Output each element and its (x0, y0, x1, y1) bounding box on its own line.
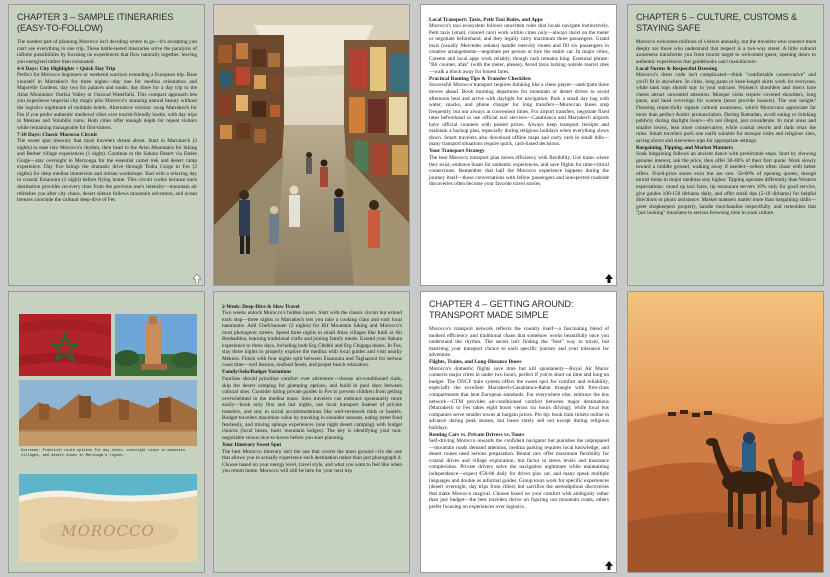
page-two-week (213, 291, 410, 573)
page-collage (8, 291, 205, 573)
section-heading: Renting Cars vs. Private Drivers vs. Tours (429, 431, 525, 438)
page-chapter-5 (627, 4, 824, 286)
up-arrow-icon[interactable] (605, 274, 613, 283)
beach-sand-text: MOROCCO (61, 522, 155, 540)
section-heading: Your Itinerary Sweet Spot (222, 441, 282, 448)
morocco-flag-photo (19, 314, 111, 376)
chapter-title: CHAPTER 4 – GETTING AROUND: TRANSPORT MADE SIMPLE (429, 299, 574, 320)
souk-market-photo (214, 5, 410, 286)
section-body: Morocco's dress code isn't complicated—think "comfortable conservative" and you'll fit in anywhere. In cities, long pants or knee-length skirts work for everyone, while tank tops should stay in your suitcase. Women's shoulders and men's bare chests attract unwanted attention. Mosque visits require covered shoulders, long pants, and head coverings for women (most provide loaners). The real insight? Dressing respectfully signals cultural awareness, which Moroccans appreciate far more than perfect Arabic pronunciation. During Ramadan, avoid eating or drinking publicly during daylight hours—it's not illegal, just considerate. In rural areas and smaller towns, lean more conservative, while coastal resorts and riads relax the rules. Smart travelers pack one outfit suitable for mosque visits and religious sites, saving shorts and sleeveless tops for appropriate settings. (636, 72, 816, 144)
page-chapter-3 (8, 4, 205, 286)
section-body: Self-driving Morocco rewards the confident navigator but punishes the unprepared—mountain roads demand attention, medina parking requires local knowledge, and desert routes need serious preparation. Rental cars offer maximum flexibility for coastal drives and village exploration, but factor in stress levels and insurance complexities. Private drivers solve the navigation nightmare while maintaining independence—expect €50-80 daily for driver plus car, and many speak multiple languages and double as informal guides. Group tours work for specific experiences (desert overnight, day trips from cities) but sacrifice the serendipitous discoveries that make Morocco magical. Choose based on your comfort with ambiguity rather than just budget—the best travelers thrive on figuring out mountain roads, others prefer focusing on experiences over logistics. (429, 438, 609, 510)
section-heading: Bargaining, Tipping, and Market Manners (636, 144, 733, 151)
chapter-title: CHAPTER 5 – CULTURE, CUSTOMS & STAYING SAFE (636, 12, 798, 33)
section-heading: Local Transport: Taxis, Petit Taxi Rules, and Apps (429, 16, 543, 23)
section-body: Perfect for Morocco beginners or weekend warriors extending a European trip. Base yourself in Marrakech for three nights—day one for medina orientation and Majorelle Gardens, day two for palaces and souks, day three for a day trip to the Atlas Mountains' Ourika Valley or Ouzoud Waterfalls. This compact approach lets you experience imperial city magic plus Morocco's stunning natural beauty without the logistics nightmare of multiple hotels. Alternative version: swap Marrakech for Fes if you prefer authentic medieval vibes over tourist-friendly hustle, with day trips to Meknes and Volubilis ruins. Both cities offer enough depth for repeat visitors while remaining manageable for first-timers. (17, 72, 197, 131)
section-heading: 4-6 Days: City Highlights + Quick Day Trip (17, 65, 116, 72)
collage-caption: Overseas: Practical route options for day hikes, overnight stays in mountain villages, and desert dunes in Merzouga's region. (21, 449, 185, 458)
section-heading: Flights, Trains, and Long-Distance Buses (429, 359, 522, 366)
section-body: The best Morocco transport plan mixes efficiency with flexibility. Use trains where they exist, embrace buses for authentic experiences, and save flights for time-critical connections. Remember that half the Morocco experience happens during the journey itself—those conversations with fellow passengers and unexpected roadside discoveries often become your favorite travel stories. (429, 154, 609, 188)
minaret-photo (115, 314, 197, 376)
intro-paragraph: Morocco's transport network reflects the country itself—a fascinating blend of modern efficiency and traditional chaos that somehow works beautifully once you understand the rhythm. The secret isn't finding the "best" way to travel, but matching your transport choice to each specific journey and your tolerance for adventure. (429, 326, 609, 359)
section-heading: Practical Routing Tips & Transfer Checklists (429, 75, 532, 82)
chapter-title: CHAPTER 3 – SAMPLE ITINERARIES (EASY-TO-FOLLOW) (17, 12, 174, 33)
page-chapter-4 (420, 291, 617, 573)
section-heading: Your Transport Strategy (429, 148, 485, 155)
page-souk-photo (213, 4, 410, 286)
section-heading: 7-10 Days: Classic Morocco Circuit (17, 131, 97, 138)
section-body: The best Morocco itinerary isn't the one that covers the most ground—it's the one that allows you to actually experience each destination rather than just photograph it. Choose based on your energy level, travel style, and what you want to feel like when you return home. Morocco will still be here for your next trip (222, 448, 402, 475)
section-body: The sweet spot itinerary that most travelers dream about. Start in Marrakech (2 nights) to ease into Morocco's rhythm, then head to the Atlas Mountains for hiking and Berber village experiences (1 night). Continue to the Sahara Desert via Dades Gorge—stay overnight in Merzouga for the essential camel trek and desert camp experience. Day five brings the dramatic drive through Todra Gorge to Fes (2 nights) for deep medina immersion and artisan workshops. End with a relaxing day in coastal Essaouira (1 night) before flying home. This circuit works because each destination provides recovery time from the previous one's intensity—mountain air refreshes you after city chaos, desert silence follows mountain adventure, and ocean breezes conclude the cultural deep-dive of Fes (17, 138, 197, 204)
section-body: Souk bargaining follows an ancient dance with predictable steps. Start by showing genuine interest, ask the price, then offer 30-40% of their first quote. Work slowly toward a middle ground, walking away if needed—sellers often chase with better offers. Fixed-price stores exist but are rare. 50-60% of opening quotes, though tourist items in major medinas stay higher. Tipping operates differently than Western expectations: round up taxi fares, tip restaurant servers 10% only for good service, give guides 100-150 dirhams daily, and offer small tips (5-10 dirhams) for helpful directions or photo assistance. Market manners matter more than bargaining skills—greet shopkeepers properly, handle merchandise respectfully, and remember that "just looking" translates to serious browsing time in souk culture. (636, 151, 816, 217)
section-heading: Local Norms & Respectful Dressing (636, 65, 718, 72)
section-body: Morocco's domestic flights save time but kill spontaneity—Royal Air Maroc connects major cities in under two hours, perfect if you're short on time and long on budget. The ONCF train system offers the sweet spot for comfort and reliability, especially the excellent Marrakech-Casablanca-Rabat triangle with first-class compartments that beat European standards. For everywhere else, embrace the bus network—CTM provides air-conditioned comfort between major destinations (Marrakech to Fes takes eight hours versus six hours driving), while local bus companies serve smaller towns at bargain prices. Pro tip: book train tickets online in advance during peak season, but buses rarely sell out except during religious holidays. (429, 365, 609, 431)
section-body: Families should prioritize comfort over adventure—choose air-conditioned riads, skip the desert camping for glamping options, and build in pool days between cultural sites. Consider hiring private guides in Fes to prevent children from getting overwhelmed in the medina maze. Solo travelers can embrace spontaneity more easily—book only first and last nights, use local transport instead of private transfers, and stay in social accommodations like well-reviewed riads or hostels. Budget travelers maximize value by traveling in shoulder seasons, eating street food fearlessly, and mixing splurge experiences (one night desert camping) with budget choices (local buses, basic mountain lodges). The key is identifying your non-negotiable versus nice-to-haves before you start planning. (222, 376, 402, 441)
section-body: Morocco's taxi ecosystem follows unwritten rules that locals navigate instinctively. Petit taxis (small, colored cars) work within cities only—always insist on the meter or negotiate beforehand, and they legally carry maximum three passengers. Grand taxis (usually Mercedes sedans) handle intercity routes and fill six passengers in creative arrangements—negotiate per person or hire the entire car. In major cities, Careem and local apps work reliably, though cash remains king. Essential phrase: "Bil counter, afak" (with the meter, please). Avoid taxis lurking outside tourist sites—walk a block away for honest fares. (429, 23, 609, 75)
page-desert-photo (627, 291, 824, 573)
up-arrow-icon[interactable] (605, 561, 613, 570)
section-heading: 2-Week: Deep-Dive & Slow Travel (222, 303, 300, 310)
section-heading: Family/Solo/Budget Variations (222, 369, 292, 376)
intro-paragraph: Morocco welcomes millions of visitors annually, but the travelers who connect most deeply are those who understand that respect is a two-way street. A little cultural awareness transforms you from tourist target to welcomed guest, opening doors to authentic experiences that guidebooks can't manufacture. (636, 39, 816, 65)
up-arrow-icon[interactable] (193, 274, 201, 283)
desert-camel-photo (628, 292, 824, 573)
section-body: Two weeks unlock Morocco's hidden layers. Start with the classic circuit but extend each stop—three nights in Marrakech lets you take a cooking class and visit local hammams. Add Chefchaouen (2 nights) for Rif Mountain hiking and Morocco's most photogenic streets. Spend three nights in small Atlas villages like Imlil or Ait Benhaddou, learning traditional crafts and joining family meals. Extend your Sahara experience to three days, including both Erg Chebbi and Erg Chigaga dunes. In Fes, stay three nights to properly explore the medina with local guides and visit nearby Meknes. Finish with four nights split between Essaouira and Taghazout for serious coast time—surf lessons, seafood feasts, and proper beach relaxation. (222, 310, 402, 369)
section-body: Successful Morocco transport requires thinking like a chess player—anticipate three moves ahead. Book morning departures for mountain or desert drives to avoid afternoon heat and arrive with daylight for navigation. Pack a small day bag with water, snacks, and phone charger for long transfers—Moroccan buses stop frequently, but not always at convenient times. For airport transfers, negotiate fixed rates beforehand or use official taxi services—Casablanca and Marrakech airports have official counters with posted prices. Always keep transport receipts and maintain a backup plan, especially during religious holidays when everything slows down. Smart travelers also download offline maps and carry cash in small bills—many transport situations require quick, cash-based decisions. (429, 82, 609, 148)
intro-paragraph: The hardest part of planning Morocco isn't deciding where to go—it's accepting you can't see everything in one trip. These battle-tested itineraries solve the paralysis of infinite possibilities by focusing on experiences that flow naturally together, leaving you energized rather than exhausted. (17, 39, 197, 65)
kasbah-photo (19, 380, 197, 446)
page-local-transport (420, 4, 617, 286)
beach-sand-photo (19, 474, 197, 562)
